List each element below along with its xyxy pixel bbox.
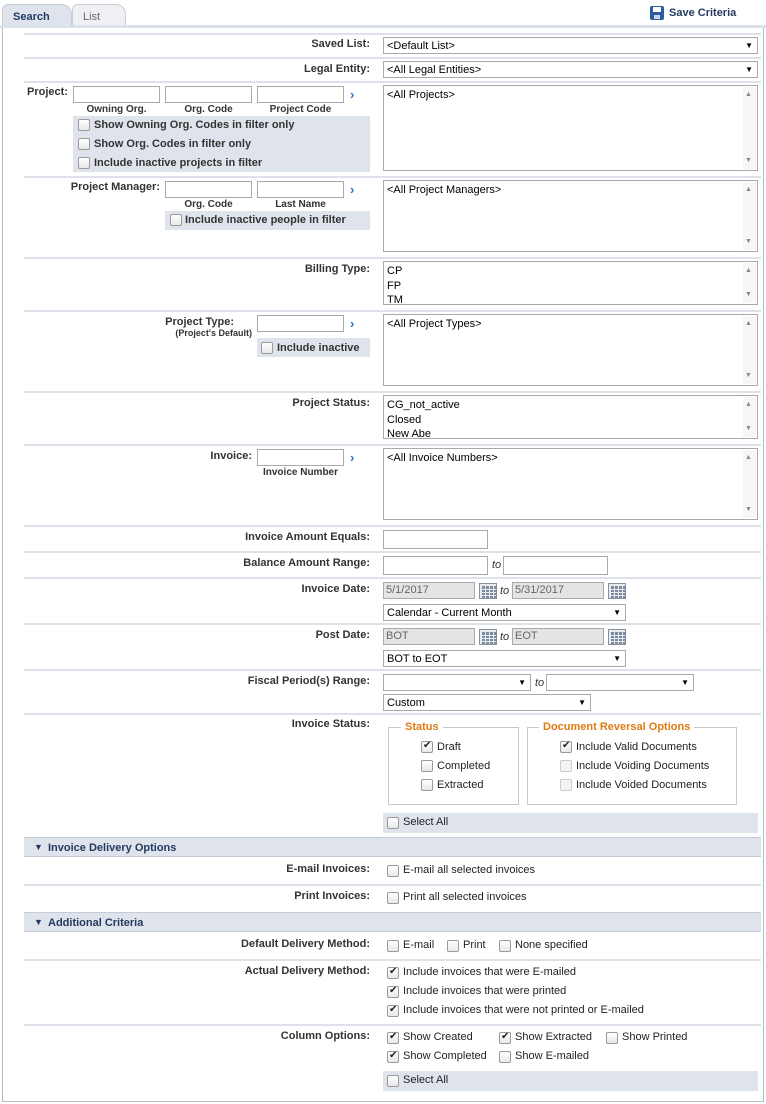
tab-search[interactable]: Search — [2, 4, 72, 26]
include-inactive-types-label: Include inactive — [277, 342, 360, 354]
chevron-right-icon[interactable]: › — [350, 87, 355, 102]
balance-amount-label: Balance Amount Range: — [243, 557, 370, 569]
include-voiding-checkbox[interactable] — [560, 760, 572, 772]
fiscal-period-to-label: to — [535, 677, 545, 689]
chevron-right-icon[interactable]: › — [350, 450, 355, 465]
legal-entity-select[interactable] — [383, 61, 758, 78]
extracted-label: Extracted — [437, 779, 484, 791]
project-type-label: Project Type: — [165, 316, 234, 328]
email-all-checkbox[interactable] — [387, 865, 399, 877]
org-code-caption: Org. Code — [184, 104, 233, 115]
project-code-input[interactable] — [257, 86, 344, 103]
default-none-label: None specified — [515, 939, 588, 951]
email-all-label: E-mail all selected invoices — [403, 864, 536, 876]
delivery-options-header[interactable] — [24, 837, 761, 857]
include-inactive-projects-checkbox[interactable] — [78, 157, 90, 169]
balance-to-label: to — [492, 559, 502, 571]
row-divider — [24, 310, 761, 312]
actual-emailed-label: Include invoices that were E-mailed — [403, 966, 577, 978]
project-status-label: Project Status: — [292, 397, 370, 409]
post-date-from-input[interactable]: BOT — [383, 628, 475, 645]
print-all-label: Print all selected invoices — [403, 891, 527, 903]
status-select-all-label: Select All — [403, 816, 449, 828]
include-valid-checkbox[interactable] — [560, 741, 572, 753]
project-manager-listbox[interactable] — [383, 180, 758, 252]
include-inactive-people-label: Include inactive people in filter — [185, 214, 346, 226]
fiscal-period-from-select[interactable] — [383, 674, 531, 691]
saved-list-select[interactable] — [383, 37, 758, 54]
row-divider — [24, 33, 761, 35]
project-status-listbox[interactable] — [383, 395, 758, 439]
include-valid-label: Include Valid Documents — [576, 741, 697, 753]
pm-last-name-caption: Last Name — [275, 199, 326, 210]
status-legend: Status — [401, 721, 443, 733]
calendar-icon[interactable] — [479, 583, 497, 599]
calendar-icon[interactable] — [479, 629, 497, 645]
show-extracted-label: Show Extracted — [515, 1031, 593, 1043]
show-created-checkbox[interactable] — [387, 1032, 399, 1044]
actual-neither-checkbox[interactable] — [387, 1005, 399, 1017]
actual-neither-label: Include invoices that were not printed or E-mailed — [403, 1004, 644, 1016]
show-owning-org-label: Show Owning Org. Codes in filter only — [94, 119, 295, 131]
include-voiding-label: Include Voiding Documents — [576, 760, 710, 772]
scrollbar[interactable] — [743, 182, 756, 250]
include-voided-label: Include Voided Documents — [576, 779, 707, 791]
row-divider — [24, 391, 761, 393]
scrollbar[interactable] — [743, 263, 756, 303]
chevron-right-icon[interactable]: › — [350, 316, 355, 331]
row-divider — [24, 577, 761, 579]
post-date-to-input[interactable]: EOT — [512, 628, 604, 645]
list-item[interactable]: TM — [387, 294, 403, 305]
saved-list-value: <Default List> — [387, 40, 455, 52]
floppy-disk-icon — [650, 6, 664, 20]
show-emailed-label: Show E-mailed — [515, 1050, 589, 1062]
row-divider — [24, 257, 761, 259]
list-item[interactable]: FP — [387, 279, 402, 292]
print-invoices-label: Print Invoices: — [294, 890, 370, 902]
show-printed-label: Show Printed — [622, 1031, 688, 1043]
show-completed-label: Show Completed — [403, 1050, 487, 1062]
show-created-label: Show Created — [403, 1031, 473, 1043]
delivery-options-title: Invoice Delivery Options — [48, 842, 177, 854]
post-date-period-select[interactable] — [383, 650, 626, 667]
chevron-down-icon: ▼ — [578, 698, 586, 707]
column-select-all-checkbox[interactable] — [387, 1075, 399, 1087]
list-item[interactable]: <All Project Managers> — [387, 184, 502, 196]
list-item[interactable]: CP — [387, 265, 403, 277]
show-emailed-checkbox[interactable] — [499, 1051, 511, 1063]
actual-delivery-label: Actual Delivery Method: — [244, 965, 370, 977]
invoice-date-to-input[interactable]: 5/31/2017 — [512, 582, 604, 599]
show-org-codes-label: Show Org. Codes in filter only — [94, 138, 252, 150]
fiscal-period-mode-select[interactable] — [383, 694, 591, 711]
legal-entity-value: <All Legal Entities> — [387, 64, 482, 76]
default-print-label: Print — [463, 939, 486, 951]
row-divider — [24, 444, 761, 446]
status-select-all-checkbox[interactable] — [387, 817, 399, 829]
scrollbar[interactable] — [743, 397, 756, 437]
invoice-label: Invoice: — [210, 450, 252, 462]
invoice-listbox[interactable] — [383, 448, 758, 520]
row-divider — [24, 57, 761, 59]
invoice-number-caption: Invoice Number — [262, 467, 339, 478]
caret-down-icon: ▼ — [34, 917, 43, 927]
project-type-input[interactable] — [257, 315, 344, 332]
row-divider — [24, 959, 761, 961]
show-owning-org-checkbox[interactable] — [78, 119, 90, 131]
caret-down-icon: ▼ — [34, 842, 43, 852]
chevron-down-icon: ▼ — [745, 41, 753, 50]
billing-type-label: Billing Type: — [304, 263, 370, 275]
scrollbar[interactable] — [743, 87, 756, 169]
row-divider — [24, 884, 761, 886]
row-divider — [24, 713, 761, 715]
balance-from-input[interactable] — [383, 556, 488, 575]
include-inactive-people-checkbox[interactable] — [170, 214, 182, 226]
invoice-date-to-label: to — [500, 585, 510, 597]
invoice-amount-label: Invoice Amount Equals: — [245, 531, 370, 543]
project-type-sub: (Project's Default) — [175, 328, 252, 338]
list-item[interactable]: CG_not_active — [387, 399, 460, 411]
column-options-label: Column Options: — [280, 1030, 370, 1042]
additional-criteria-header[interactable] — [24, 912, 761, 932]
actual-printed-checkbox[interactable] — [387, 986, 399, 998]
invoice-date-from-input[interactable]: 5/1/2017 — [383, 582, 475, 599]
fiscal-period-mode-value: Custom — [387, 697, 425, 709]
pm-org-code-input[interactable] — [165, 181, 252, 198]
post-date-label: Post Date: — [315, 629, 370, 641]
project-label: Project: — [27, 86, 68, 98]
row-divider — [24, 551, 761, 553]
chevron-down-icon: ▼ — [613, 608, 621, 617]
completed-checkbox[interactable] — [421, 760, 433, 772]
owning-org-caption: Owning Org. — [86, 104, 147, 115]
draft-label: Draft — [437, 741, 461, 753]
project-listbox[interactable] — [383, 85, 758, 171]
saved-list-label: Saved List: — [311, 38, 370, 50]
legal-entity-label: Legal Entity: — [303, 63, 370, 75]
invoice-status-label: Invoice Status: — [291, 718, 370, 730]
scrollbar[interactable] — [743, 450, 756, 518]
show-printed-checkbox[interactable] — [606, 1032, 618, 1044]
row-divider — [24, 1024, 761, 1026]
save-criteria-button[interactable] — [650, 6, 736, 20]
chevron-down-icon: ▼ — [681, 678, 689, 687]
actual-emailed-checkbox[interactable] — [387, 967, 399, 979]
additional-criteria-title: Additional Criteria — [48, 917, 144, 929]
print-all-checkbox[interactable] — [387, 892, 399, 904]
extracted-checkbox[interactable] — [421, 779, 433, 791]
invoice-date-period-select[interactable] — [383, 604, 626, 621]
default-delivery-label: Default Delivery Method: — [241, 938, 370, 950]
post-date-period-value: BOT to EOT — [387, 653, 448, 665]
tab-list[interactable]: List — [72, 4, 126, 26]
invoice-date-period-value: Calendar - Current Month — [387, 607, 512, 619]
chevron-down-icon: ▼ — [613, 654, 621, 663]
default-email-checkbox[interactable] — [387, 940, 399, 952]
row-divider — [24, 176, 761, 178]
include-inactive-types-checkbox[interactable] — [261, 342, 273, 354]
invoice-date-label: Invoice Date: — [301, 583, 370, 595]
draft-checkbox[interactable] — [421, 741, 433, 753]
list-item[interactable]: Closed — [387, 413, 422, 426]
completed-label: Completed — [437, 760, 491, 772]
column-select-all-label: Select All — [403, 1074, 449, 1086]
default-none-checkbox[interactable] — [499, 940, 511, 952]
chevron-down-icon: ▼ — [518, 678, 526, 687]
show-completed-checkbox[interactable] — [387, 1051, 399, 1063]
project-owning-org-input[interactable] — [73, 86, 160, 103]
project-type-listbox[interactable] — [383, 314, 758, 386]
project-org-code-input[interactable] — [165, 86, 252, 103]
row-divider — [24, 623, 761, 625]
include-voided-checkbox[interactable] — [560, 779, 572, 791]
email-invoices-label: E-mail Invoices: — [286, 863, 370, 875]
project-code-caption: Project Code — [269, 104, 332, 115]
pm-org-code-caption: Org. Code — [184, 199, 233, 210]
default-email-label: E-mail — [403, 939, 435, 951]
default-print-checkbox[interactable] — [447, 940, 459, 952]
scrollbar[interactable] — [743, 316, 756, 384]
invoice-amount-input[interactable] — [383, 530, 488, 549]
reversal-legend: Document Reversal Options — [539, 721, 694, 733]
row-divider — [24, 669, 761, 671]
project-manager-label: Project Manager: — [70, 181, 160, 193]
balance-to-input[interactable] — [503, 556, 608, 575]
list-item[interactable]: <All Projects> — [387, 89, 455, 101]
calendar-icon[interactable] — [608, 583, 626, 599]
save-criteria-label: Save Criteria — [669, 7, 737, 19]
include-inactive-projects-label: Include inactive projects in filter — [94, 157, 263, 169]
fiscal-period-label: Fiscal Period(s) Range: — [247, 675, 370, 687]
list-item[interactable]: <All Project Types> — [387, 318, 482, 330]
list-item[interactable]: <All Invoice Numbers> — [387, 452, 498, 464]
calendar-icon[interactable] — [608, 629, 626, 645]
row-divider — [24, 525, 761, 527]
chevron-right-icon[interactable]: › — [350, 182, 355, 197]
row-divider — [24, 81, 761, 83]
chevron-down-icon: ▼ — [745, 65, 753, 74]
show-org-codes-checkbox[interactable] — [78, 138, 90, 150]
actual-printed-label: Include invoices that were printed — [403, 985, 567, 997]
show-extracted-checkbox[interactable] — [499, 1032, 511, 1044]
invoice-number-input[interactable] — [257, 449, 344, 466]
pm-last-name-input[interactable] — [257, 181, 344, 198]
billing-type-listbox[interactable] — [383, 261, 758, 305]
post-date-to-label: to — [500, 631, 510, 643]
list-item[interactable]: New Abe — [387, 428, 432, 439]
fiscal-period-to-select[interactable] — [546, 674, 694, 691]
